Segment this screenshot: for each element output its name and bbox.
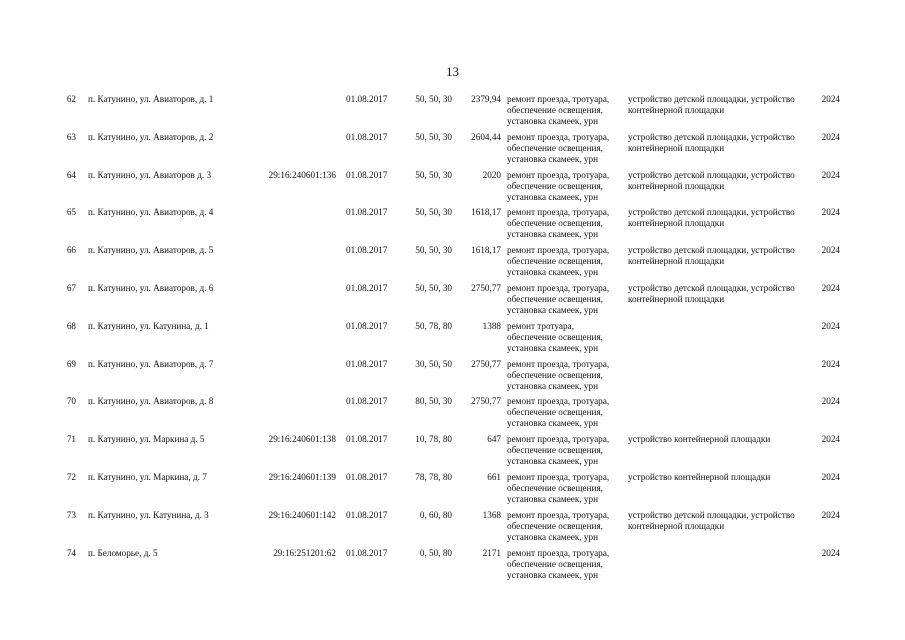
works: ремонт проезда, тротуара, обеспечение освещения, установка скамеек, урн xyxy=(507,434,610,467)
works: ремонт проезда, тротуара, обеспечение освещения, установка скамеек, урн xyxy=(507,547,610,580)
table-row xyxy=(0,170,905,208)
row-number: 68 xyxy=(66,320,76,331)
percentages: 50, 50, 30 xyxy=(415,245,452,256)
percentages: 50, 50, 30 xyxy=(415,94,452,104)
works: ремонт тротуара, обеспечение освещения, установка скамеек, урн xyxy=(507,320,603,353)
address: п. Катунино, ул. Авиаторов, д. 5 xyxy=(88,245,214,256)
works: ремонт проезда, тротуара, обеспечение освещения, установка скамеек, урн xyxy=(507,509,610,542)
row-number: 66 xyxy=(66,245,76,256)
table-row xyxy=(0,510,905,548)
table-row xyxy=(0,548,905,586)
extra-works: устройство детской площадки, устройство контейнерной площадки xyxy=(628,94,795,115)
table-row xyxy=(0,132,905,170)
works: ремонт проезда, тротуара, обеспечение освещения, установка скамеек, урн xyxy=(507,94,610,126)
extra-works: устройство контейнерной площадки xyxy=(628,434,771,445)
extra-works: устройство детской площадки, устройство контейнерной площадки xyxy=(628,131,795,153)
row-number: 69 xyxy=(66,358,76,369)
year: 2024 xyxy=(821,358,840,369)
date: 01.08.2017 xyxy=(346,131,388,142)
cadastral-number: 29:16:240601:142 xyxy=(268,509,336,520)
row-number: 73 xyxy=(66,509,76,520)
works: ремонт проезда, тротуара, обеспечение освещения, установка скамеек, урн xyxy=(507,396,610,429)
cost: 1618,17 xyxy=(471,245,501,256)
cost: 2020 xyxy=(482,169,501,180)
cadastral-number: 29:16:240601:138 xyxy=(268,434,336,445)
address: п. Катунино, ул. Авиаторов, д. 8 xyxy=(88,396,214,407)
page-number: 13 xyxy=(446,64,459,79)
cadastral-number: 29:16:240601:139 xyxy=(268,471,336,482)
year: 2024 xyxy=(821,94,840,104)
table-row xyxy=(0,94,905,132)
year: 2024 xyxy=(821,547,840,558)
address: п. Катунино, ул. Катунина, д. 1 xyxy=(88,320,209,331)
date: 01.08.2017 xyxy=(346,396,388,407)
address: п. Катунино, ул. Катунина, д. 3 xyxy=(88,509,209,520)
percentages: 50, 50, 30 xyxy=(415,169,452,180)
works: ремонт проезда, тротуара, обеспечение освещения, установка скамеек, урн xyxy=(507,245,610,278)
year: 2024 xyxy=(821,471,840,482)
works: ремонт проезда, тротуара, обеспечение освещения, установка скамеек, урн xyxy=(507,131,610,164)
cost: 2750,77 xyxy=(471,396,501,407)
row-number: 63 xyxy=(66,131,76,142)
year: 2024 xyxy=(821,245,840,256)
year: 2024 xyxy=(821,434,840,445)
cost: 1368 xyxy=(482,509,501,520)
address: п. Катунино, ул. Авиаторов, д. 2 xyxy=(88,131,214,142)
date: 01.08.2017 xyxy=(346,282,388,293)
year: 2024 xyxy=(821,509,840,520)
year: 2024 xyxy=(821,320,840,331)
date: 01.08.2017 xyxy=(346,320,388,331)
row-number: 70 xyxy=(66,396,76,407)
address: п. Катунино, ул. Авиаторов, д. 1 xyxy=(88,94,214,104)
works: ремонт проезда, тротуара, обеспечение освещения, установка скамеек, урн xyxy=(507,358,610,391)
extra-works: устройство контейнерной площадки xyxy=(628,471,771,482)
table-row xyxy=(0,283,905,321)
row-number: 64 xyxy=(66,169,76,180)
registry-table xyxy=(0,94,905,585)
table-row xyxy=(0,359,905,397)
date: 01.08.2017 xyxy=(346,169,388,180)
date: 01.08.2017 xyxy=(346,207,388,218)
percentages: 0, 50, 80 xyxy=(419,547,452,558)
address: п. Беломорье, д. 5 xyxy=(88,547,158,558)
percentages: 80, 50, 30 xyxy=(415,396,452,407)
table-row xyxy=(0,434,905,472)
date: 01.08.2017 xyxy=(346,94,388,104)
date: 01.08.2017 xyxy=(346,434,388,445)
cost: 1618,17 xyxy=(471,207,501,218)
year: 2024 xyxy=(821,131,840,142)
percentages: 50, 50, 30 xyxy=(415,207,452,218)
cost: 2604,44 xyxy=(471,131,501,142)
row-number: 62 xyxy=(66,94,76,104)
percentages: 30, 50, 50 xyxy=(415,358,452,369)
address: п. Катунино, ул. Авиаторов, д. 7 xyxy=(88,358,214,369)
cost: 647 xyxy=(487,434,501,445)
address: п. Катунино, ул. Авиаторов д. 3 xyxy=(88,169,212,180)
percentages: 10, 78, 80 xyxy=(415,434,452,445)
cost: 2379,94 xyxy=(471,94,501,104)
extra-works: устройство детской площадки, устройство контейнерной площадки xyxy=(628,245,795,267)
cost: 661 xyxy=(487,471,501,482)
row-number: 74 xyxy=(66,547,76,558)
percentages: 50, 78, 80 xyxy=(415,320,452,331)
cadastral-number: 29:16:251201:62 xyxy=(273,547,336,558)
year: 2024 xyxy=(821,207,840,218)
year: 2024 xyxy=(821,396,840,407)
percentages: 50, 50, 30 xyxy=(415,282,452,293)
year: 2024 xyxy=(821,169,840,180)
date: 01.08.2017 xyxy=(346,547,388,558)
cost: 1388 xyxy=(482,320,501,331)
cost: 2171 xyxy=(482,547,501,558)
works: ремонт проезда, тротуара, обеспечение освещения, установка скамеек, урн xyxy=(507,471,610,504)
date: 01.08.2017 xyxy=(346,245,388,256)
row-number: 71 xyxy=(66,434,76,445)
works: ремонт проезда, тротуара, обеспечение освещения, установка скамеек, урн xyxy=(507,169,610,202)
cost: 2750,77 xyxy=(471,358,501,369)
address: п. Катунино, ул. Авиаторов, д. 6 xyxy=(88,282,214,293)
row-number: 67 xyxy=(66,282,76,293)
works: ремонт проезда, тротуара, обеспечение освещения, установка скамеек, урн xyxy=(507,207,610,240)
extra-works: устройство детской площадки, устройство контейнерной площадки xyxy=(628,207,795,229)
date: 01.08.2017 xyxy=(346,471,388,482)
works: ремонт проезда, тротуара, обеспечение освещения, установка скамеек, урн xyxy=(507,282,610,315)
date: 01.08.2017 xyxy=(346,358,388,369)
percentages: 50, 50, 30 xyxy=(415,131,452,142)
percentages: 78, 78, 80 xyxy=(415,471,452,482)
table-row xyxy=(0,207,905,245)
table-row xyxy=(0,321,905,359)
extra-works: устройство детской площадки, устройство контейнерной площадки xyxy=(628,509,795,531)
address: п. Катунино, ул. Маркина, д. 7 xyxy=(88,471,207,482)
date: 01.08.2017 xyxy=(346,509,388,520)
cadastral-number: 29:16:240601:136 xyxy=(268,169,336,180)
table-row xyxy=(0,472,905,510)
address: п. Катунино, ул. Маркина д. 5 xyxy=(88,434,205,445)
row-number: 72 xyxy=(66,471,76,482)
extra-works: устройство детской площадки, устройство контейнерной площадки xyxy=(628,169,795,191)
table-row xyxy=(0,245,905,283)
year: 2024 xyxy=(821,282,840,293)
row-number: 65 xyxy=(66,207,76,218)
table-row xyxy=(0,396,905,434)
cost: 2750,77 xyxy=(471,282,501,293)
address: п. Катунино, ул. Авиаторов, д. 4 xyxy=(88,207,214,218)
percentages: 0, 60, 80 xyxy=(419,509,452,520)
extra-works: устройство детской площадки, устройство контейнерной площадки xyxy=(628,282,795,304)
